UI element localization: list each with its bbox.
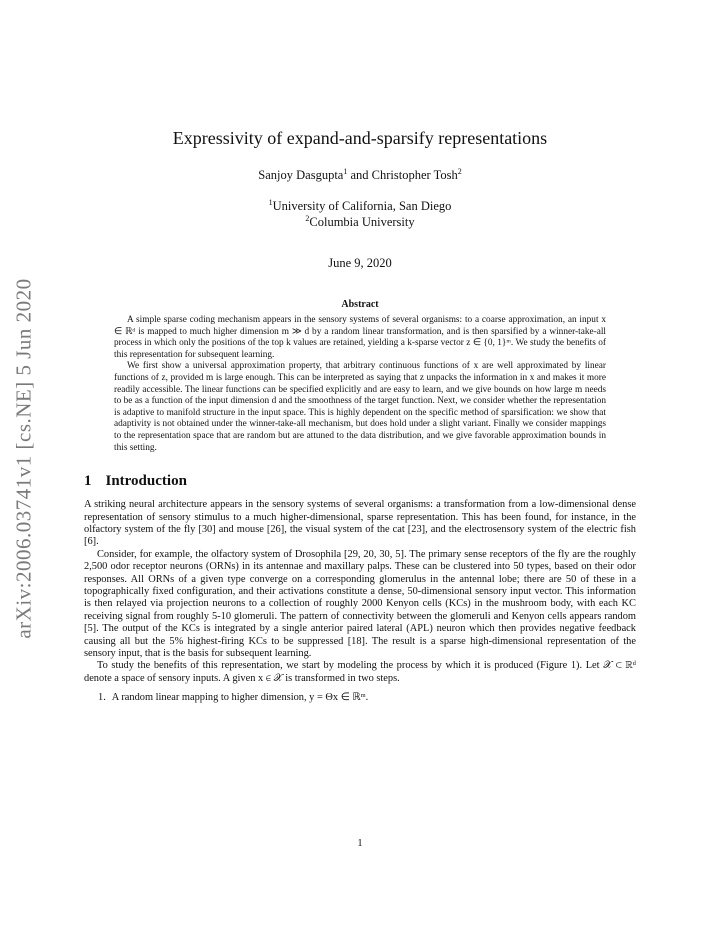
affiliation-2 bbox=[84, 214, 636, 230]
paper-page bbox=[84, 128, 636, 705]
affiliation-1-mark: 1 bbox=[268, 197, 273, 207]
arxiv-identifier bbox=[6, 258, 42, 658]
section-number: 1 bbox=[84, 473, 92, 490]
affiliation-2-name: Columbia University bbox=[309, 215, 415, 229]
abstract-body bbox=[114, 315, 606, 454]
body-paragraph: To study the benefits of this representation, we start by modeling the process by which it is produced (Figure 1). Let 𝒳 ⊂ ℝᵈ denote a space of sensory inputs. A given x ∈ 𝒳 is transformed in two steps. bbox=[84, 660, 636, 684]
abstract-heading: Abstract bbox=[341, 299, 379, 310]
paper-date: June 9, 2020 bbox=[328, 256, 392, 270]
abstract-paragraph: We first show a universal approximation property, that arbitrary continuous functions of x are well approximated by linear functions of z, provided m is large enough. This can be interpreted as saying that z unpacks the information in x and makes it more readily accessible. The linear functions can be specified explicitly and are easy to learn, and we give bounds on how large m needs to be as a function of the input dimension d and the smoothness of the target function. Next, we consider whether the representation is adaptive to manifold structure in the input space. This is highly dependent on the specific method of sparsification: we show that adaptivity is not obtained under the winner-take-all mechanism, but does hold under a slight variant. Finally we consider mappings to the representation space that are random but are attuned to the data distribution, and we give favorable approximation bounds in this setting. bbox=[114, 361, 606, 453]
abstract-paragraph: A simple sparse coding mechanism appears in the sensory systems of several organisms: to a coarse approximation, an input x ∈ ℝᵈ is mapped to much higher dimension m ≫ d by a random linear transformation, and is then sparsified by a winner-take-all process in which only the positions of the top k values are retained, yielding a k-sparse vector z ∈ {0, 1}ᵐ. We study the benefits of this representation for subsequent learning. bbox=[114, 315, 606, 360]
author-1: Sanjoy Dasgupta bbox=[258, 168, 344, 182]
list-item-number: 1. bbox=[98, 692, 106, 704]
author-2-affil-mark: 2 bbox=[457, 166, 462, 176]
section-title: Introduction bbox=[105, 473, 187, 490]
list-item-text: A random linear mapping to higher dimension, y = Θx ∈ ℝᵐ. bbox=[111, 692, 369, 704]
body-paragraph: Consider, for example, the olfactory system of Drosophila [29, 20, 30, 5]. The primary sense receptors of the fly are the roughly 2,500 odor receptor neurons (ORNs) in its antennae and maxillary palps. These can be clustered into 50 types, based on their odor responses. All ORNs of a given type converge on a corresponding glomerulus in the antennal lobe; there are 50 of these in a topographically fixed configuration, and their activations constitute a dense, 50-dimensional sensory input vector. This information is then relayed via projection neurons to a collection of roughly 2000 Kenyon cells (KCs) in the mushroom body, with each KC receiving signal from roughly 5-10 glomeruli. The pattern of connectivity between the glomeruli and Kenyon cells appears random [5]. The output of the KCs is integrated by a single anterior paired lateral (APL) neuron which then provides negative feedback causing all but the 5% highest-firing KCs to be suppressed [18]. The result is a sparse high-dimensional representation of the sensory input, that is the basis for subsequent learning. bbox=[84, 548, 636, 659]
author-separator: and bbox=[347, 168, 372, 182]
body-paragraph: A striking neural architecture appears in the sensory systems of several organisms: a transformation from a low-dimensional dense representation of sensory stimulus to a much higher-dimensional, sparse representation. This has been found, for instance, in the olfactory system of the fly [30] and mouse [26], the visual system of the cat [23], and the electrosensory system of the electric fish [6]. bbox=[84, 499, 636, 548]
author-line bbox=[84, 168, 636, 183]
affiliation-1-name: University of California, San Diego bbox=[272, 199, 452, 213]
section-heading bbox=[84, 473, 636, 490]
affiliation-1 bbox=[84, 198, 636, 214]
enumerated-list bbox=[98, 692, 636, 704]
paper-title: Expressivity of expand-and-sparsify representations bbox=[172, 128, 548, 148]
arxiv-identifier-text: arXiv:2006.03741v1 [cs.NE] 5 Jun 2020 bbox=[11, 277, 36, 639]
page-number: 1 bbox=[357, 838, 363, 849]
author-2: Christopher Tosh bbox=[371, 168, 458, 182]
list-item bbox=[98, 692, 636, 704]
section-body bbox=[84, 499, 636, 685]
affiliation-2-mark: 2 bbox=[305, 213, 310, 223]
author-1-affil-mark: 1 bbox=[343, 166, 348, 176]
